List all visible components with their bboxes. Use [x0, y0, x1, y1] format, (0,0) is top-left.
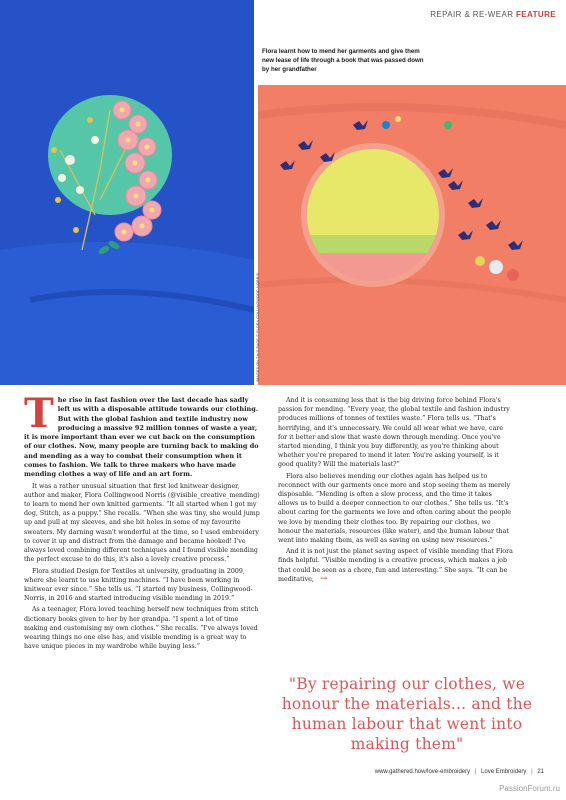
- footer-magazine: Love Embroidery: [481, 769, 527, 775]
- article-paragraph-last: [278, 547, 514, 584]
- pull-quote: "By repairing our clothes, we honour the materials... and the human labour that went into making them": [281, 675, 533, 753]
- page-number: 21: [537, 769, 544, 775]
- article-column-right: [278, 396, 514, 586]
- footer-url: www.gathered.how/love-embroidery: [374, 769, 471, 775]
- article-paragraph-text: And it is not just the planet saving aspect of visible mending that Flora finds helpful. “Visible mending is a creative process, which makes a job that could be seen as a chore, fun and interesting.” She says. “It can be meditative,: [278, 548, 513, 583]
- page-footer: [375, 769, 544, 775]
- photo-blue-sweater-embroidery: [0, 0, 254, 385]
- article-intro: [24, 390, 260, 480]
- photo-coral-sweater-embroidery: [258, 85, 566, 385]
- article-column-left: [24, 390, 260, 653]
- section-header: [430, 10, 556, 19]
- section-title: REPAIR & RE-WEAR: [430, 10, 514, 19]
- footer-separator: |: [474, 769, 477, 775]
- photo-caption: Flora learnt how to mend her garments and give them new lease of life through a book that was passed down by her grandfather: [262, 48, 424, 73]
- article-paragraph: It was a rather unusual situation that first led knitwear designer, author and maker, Flora Collingwood Norris (@visible_creative_mending) to learn to mend her own knitted garments. “It all started when I got my dog, Stitch, as a puppy.” She recalls. “When she was tiny, she would jump up and pull at my sleeves, and she bit holes in some of my favourite sweaters. My darning wasn't wonderful at the time, so I used embroidery to cover it up and distract from the damage and became hooked! I've always loved combining different techniques and I found visible mending the perfect excuse to do this, it's also a lovely creative process.”: [24, 482, 260, 564]
- continue-arrow-icon: →: [319, 573, 328, 584]
- drop-cap: T: [24, 390, 54, 437]
- footer-separator: |: [531, 769, 533, 775]
- article-paragraph: Flora also believes mending our clothes again has helped us to reconnect with our garments once more and stop seeing them as merely disposable. “Mending is often a slow process, and the time it takes allows us to build a deeper connection to our clothes.” She tells us. “It's about caring for the garments we love and often caring about the people we love by mending their clothes too. By repairing our clothes, we honour the materials, resources (like water), and the human labour that went into making them, as well as saving on using new resources.”: [278, 472, 511, 545]
- section-feature-label: FEATURE: [516, 10, 556, 19]
- article-paragraph: And it is consuming less that is the big driving force behind Flora's passion for mending. “Every year, the global textile and fashion industry produces millions of tonnes of textiles waste.” Flora tells us. “That's horrifying, and it's unnecessary. We could all wear what we have, care for it better and slow that waste down through mending. Once you've started mending, I think you buy differently, as you're thinking about whether you're prepared to mend it later. You're asking yourself, is it good quality? Will the materials last?”: [278, 397, 510, 469]
- intro-text: he rise in fast fashion over the last decade has sadly left us with a disposable attitude towards our clothing. But with the global fashion and textile industry now producing a massive 92 million tonnes of waste a year, it is more important than ever we cut back on the consumption of our clothes. Now, many people are turning back to making do and mending as a way to combat their consumption when it comes to fashion. We talk to three makers who have made mending clothes a way of life and an art form.: [24, 396, 259, 479]
- article-paragraph: Flora studied Design for Textiles at university, graduating in 2009, where she learnt to use knitting machines. “I have been working in knitwear ever since.” She tells us. “I started my business, Collingwood-Norris, in 2016 and started introducing visible mending in 2019.”: [24, 567, 253, 603]
- site-watermark: PassionForum.ru: [499, 784, 560, 793]
- article-paragraph: As a teenager, Flora loved teaching herself new techniques from stitch dictionary books given to her by her grandpa. “I spent a lot of time making and customising my own clothes.” She recalls. “I've always loved wearing things no one else has, and visible mending is a great way to have unique pieces in my wardrobe while buying less.”: [24, 606, 259, 651]
- photo-credit: IMAGES ON THIS PAGE © FLORA COLLINGWOOD-NORRIS: [256, 272, 260, 382]
